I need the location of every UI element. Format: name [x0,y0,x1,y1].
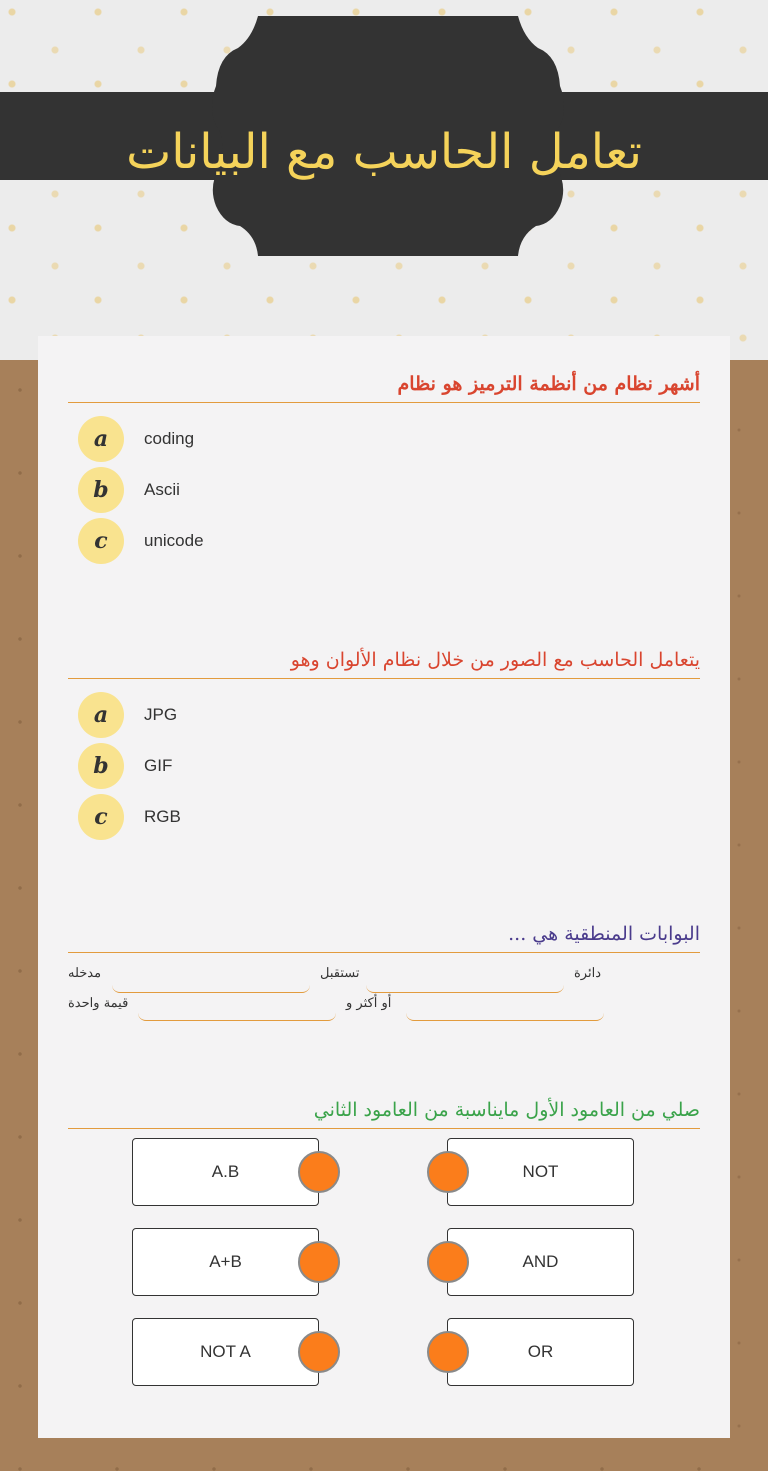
option-label: GIF [144,756,173,775]
option-letter-badge: c [78,518,124,564]
question-2-title: يتعامل الحاسب مع الصور من خلال نظام الألوان وهو [68,642,700,679]
match-right-connector-1[interactable] [427,1151,469,1193]
match-right-connector-3[interactable] [427,1331,469,1373]
fill-word-5: قيمة واحدة [68,996,129,1011]
option-label: JPG [144,705,178,724]
option-label: unicode [144,531,204,550]
blank-input-1[interactable] [366,966,564,993]
match-left-connector-2[interactable] [298,1241,340,1283]
option-letter-badge: a [78,416,124,462]
match-left-connector-3[interactable] [298,1331,340,1373]
question-1-option-c[interactable] [78,518,478,564]
blank-input-4[interactable] [138,994,336,1021]
option-letter-badge: b [78,743,124,789]
quiz-card [38,336,730,1438]
option-letter-badge: a [78,692,124,738]
fill-word-1: دائرة [574,966,602,981]
match-left-item-2[interactable]: A+B [132,1228,319,1296]
question-2-option-a[interactable] [78,692,478,738]
fill-word-2: تستقبل [320,966,360,981]
match-right-item-1[interactable]: NOT [447,1138,634,1206]
option-label: Ascii [144,480,180,499]
question-1-title: أشهر نظام من أنظمة الترميز هو نظام [68,366,700,403]
question-4-title: صلي من العامود الأول مايناسبة من العامود الثاني [68,1092,700,1129]
question-2-option-c[interactable] [78,794,478,840]
question-1-option-a[interactable] [78,416,478,462]
option-letter-badge: b [78,467,124,513]
match-left-item-1[interactable]: A.B [132,1138,319,1206]
option-letter-badge: c [78,794,124,840]
option-label: coding [144,429,195,448]
blank-input-2[interactable] [112,966,310,993]
match-right-item-2[interactable]: AND [447,1228,634,1296]
match-right-connector-2[interactable] [427,1241,469,1283]
fill-word-4: أو أكثر و [346,996,392,1011]
fill-word-3: مدخله [68,966,102,981]
question-1-option-b[interactable] [78,467,478,513]
question-3-title: البوابات المنطقية هي ... [68,916,700,953]
match-left-item-3[interactable]: NOT A [132,1318,319,1386]
match-left-connector-1[interactable] [298,1151,340,1193]
page-title: تعامل الحاسب مع البيانات [126,124,642,180]
match-right-item-3[interactable]: OR [447,1318,634,1386]
blank-input-3[interactable] [406,994,604,1021]
option-label: RGB [144,807,181,826]
question-2-option-b[interactable] [78,743,478,789]
